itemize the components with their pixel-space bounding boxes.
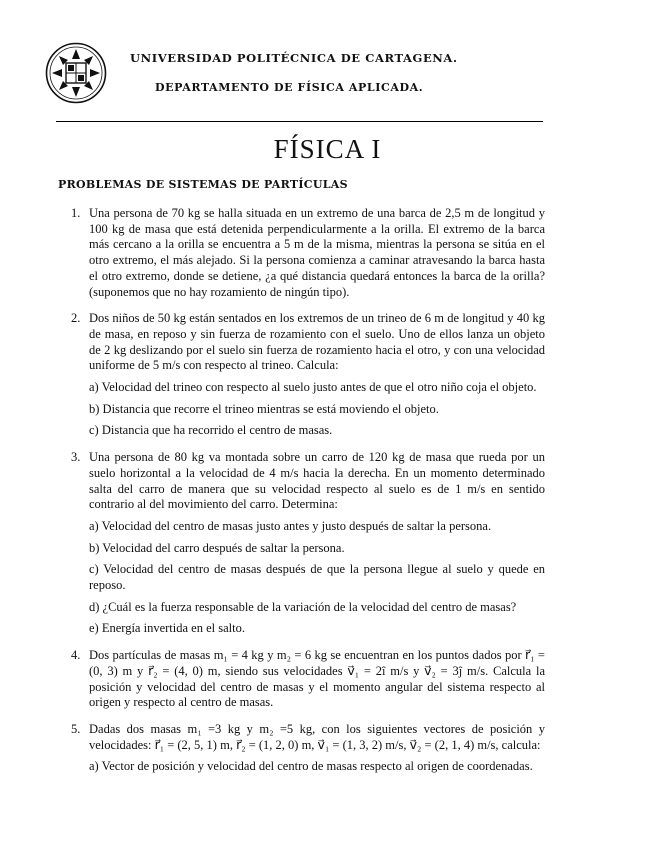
problem-4	[60, 648, 545, 711]
problem-3	[60, 450, 545, 637]
problem-number: 1.	[71, 206, 81, 220]
section-title: PROBLEMAS DE SISTEMAS DE PARTÍCULAS	[58, 178, 348, 191]
university-seal-logo	[45, 42, 107, 104]
problem-number: 2.	[71, 311, 81, 326]
department-name: DEPARTAMENTO DE FÍSICA APLICADA.	[155, 81, 424, 94]
header-divider	[56, 121, 543, 122]
problem-part: c) Distancia que ha recorrido el centro de masas.	[89, 423, 333, 438]
problem-part: d) ¿Cuál es la fuerza responsable de la variación de la velocidad del centro de masas?	[89, 599, 517, 614]
university-name: UNIVERSIDAD POLITÉCNICA DE CARTAGENA.	[130, 51, 458, 65]
problem-statement: Dos partículas de masas m₁ = 4 kg y m₂ = 6 kg se encuentran en los puntos dados por r⃗₁ = (0, 3) m y r⃗₂ = (4, 0) m, siendo sus velocidades v⃗₁ = 2î m/s y v⃗₂ = 3ĵ m/s. Calcula la posición y velocidad del centro de masas y el momento angular del sistema respecto al origen y respecto al centro de masas.	[89, 648, 545, 710]
problem-number: 3.	[71, 450, 81, 465]
problem-2	[60, 311, 545, 439]
problem-part: a) Velocidad del trineo con respecto al suelo justo antes de que el otro niño coja el objeto.	[89, 380, 537, 395]
problem-statement: Dadas dos masas m₁ =3 kg y m₂ =5 kg, con los siguientes vectores de posición y velocidades: r⃗₁ = (2, 5, 1) m, r⃗₂ = (1, 2, 0) m, v⃗₁ = (1, 3, 2) m/s, v⃗₂ = (2, 1, 4) m/s, calcula:	[89, 721, 545, 752]
problem-part: a) Vector de posición y velocidad del centro de masas respecto al origen de coordenadas.	[89, 759, 533, 774]
problem-part: e) Energía invertida en el salto.	[89, 621, 245, 636]
problem-number: 4.	[71, 648, 81, 663]
problem-list	[60, 206, 545, 786]
problem-statement: Una persona de 70 kg se halla situada en un extremo de una barca de 2,5 m de longitud y 100 kg de masa que está detenida perpendicularmente a la orilla. El extremo de la barca más cercano a la orilla se encuentra a 5 m de la misma, mientras la persona se sitúa en el otro extremo, el más alejado. Si la persona comienza a caminar atravesando la barca hasta el otro extremo, donde se detiene, ¿a qué distancia quedará entonces la barca de la orilla? (suponemos que no hay rozamiento de ningún tipo).	[89, 206, 545, 299]
problem-part: c) Velocidad del centro de masas después de que la persona llegue al suelo y quede en reposo.	[89, 562, 545, 593]
problem-part: b) Distancia que recorre el trineo mientras se está moviendo el objeto.	[89, 401, 439, 416]
problem-1	[60, 206, 545, 300]
problem-part: b) Velocidad del carro después de saltar la persona.	[89, 540, 345, 555]
problem-statement: Dos niños de 50 kg están sentados en los extremos de un trineo de 6 m de longitud y 40 kg de masa, en reposo y sin fuerza de rozamiento con el suelo. Uno de ellos lanza un objeto de 2 kg deslizando por el suelo sin fuerza de rozamiento hacia el otro, y con una velocidad uniforme de 5 m/s con respecto al trineo. Calcula:	[89, 311, 545, 373]
page-title: FÍSICA I	[273, 134, 382, 164]
problem-part: a) Velocidad del centro de masas justo antes y justo después de saltar la persona.	[89, 518, 492, 533]
problem-statement: Una persona de 80 kg va montada sobre un carro de 120 kg de masa que rueda por un suelo horizontal a la velocidad de 4 m/s hacia la derecha. En un momento determinado salta del carro de manera que su velocidad respecto al suelo es de 1 m/s en sentido contrario al del movimiento del carro. Determina:	[89, 450, 545, 512]
problem-number: 5.	[71, 721, 81, 736]
problem-5	[60, 722, 545, 775]
